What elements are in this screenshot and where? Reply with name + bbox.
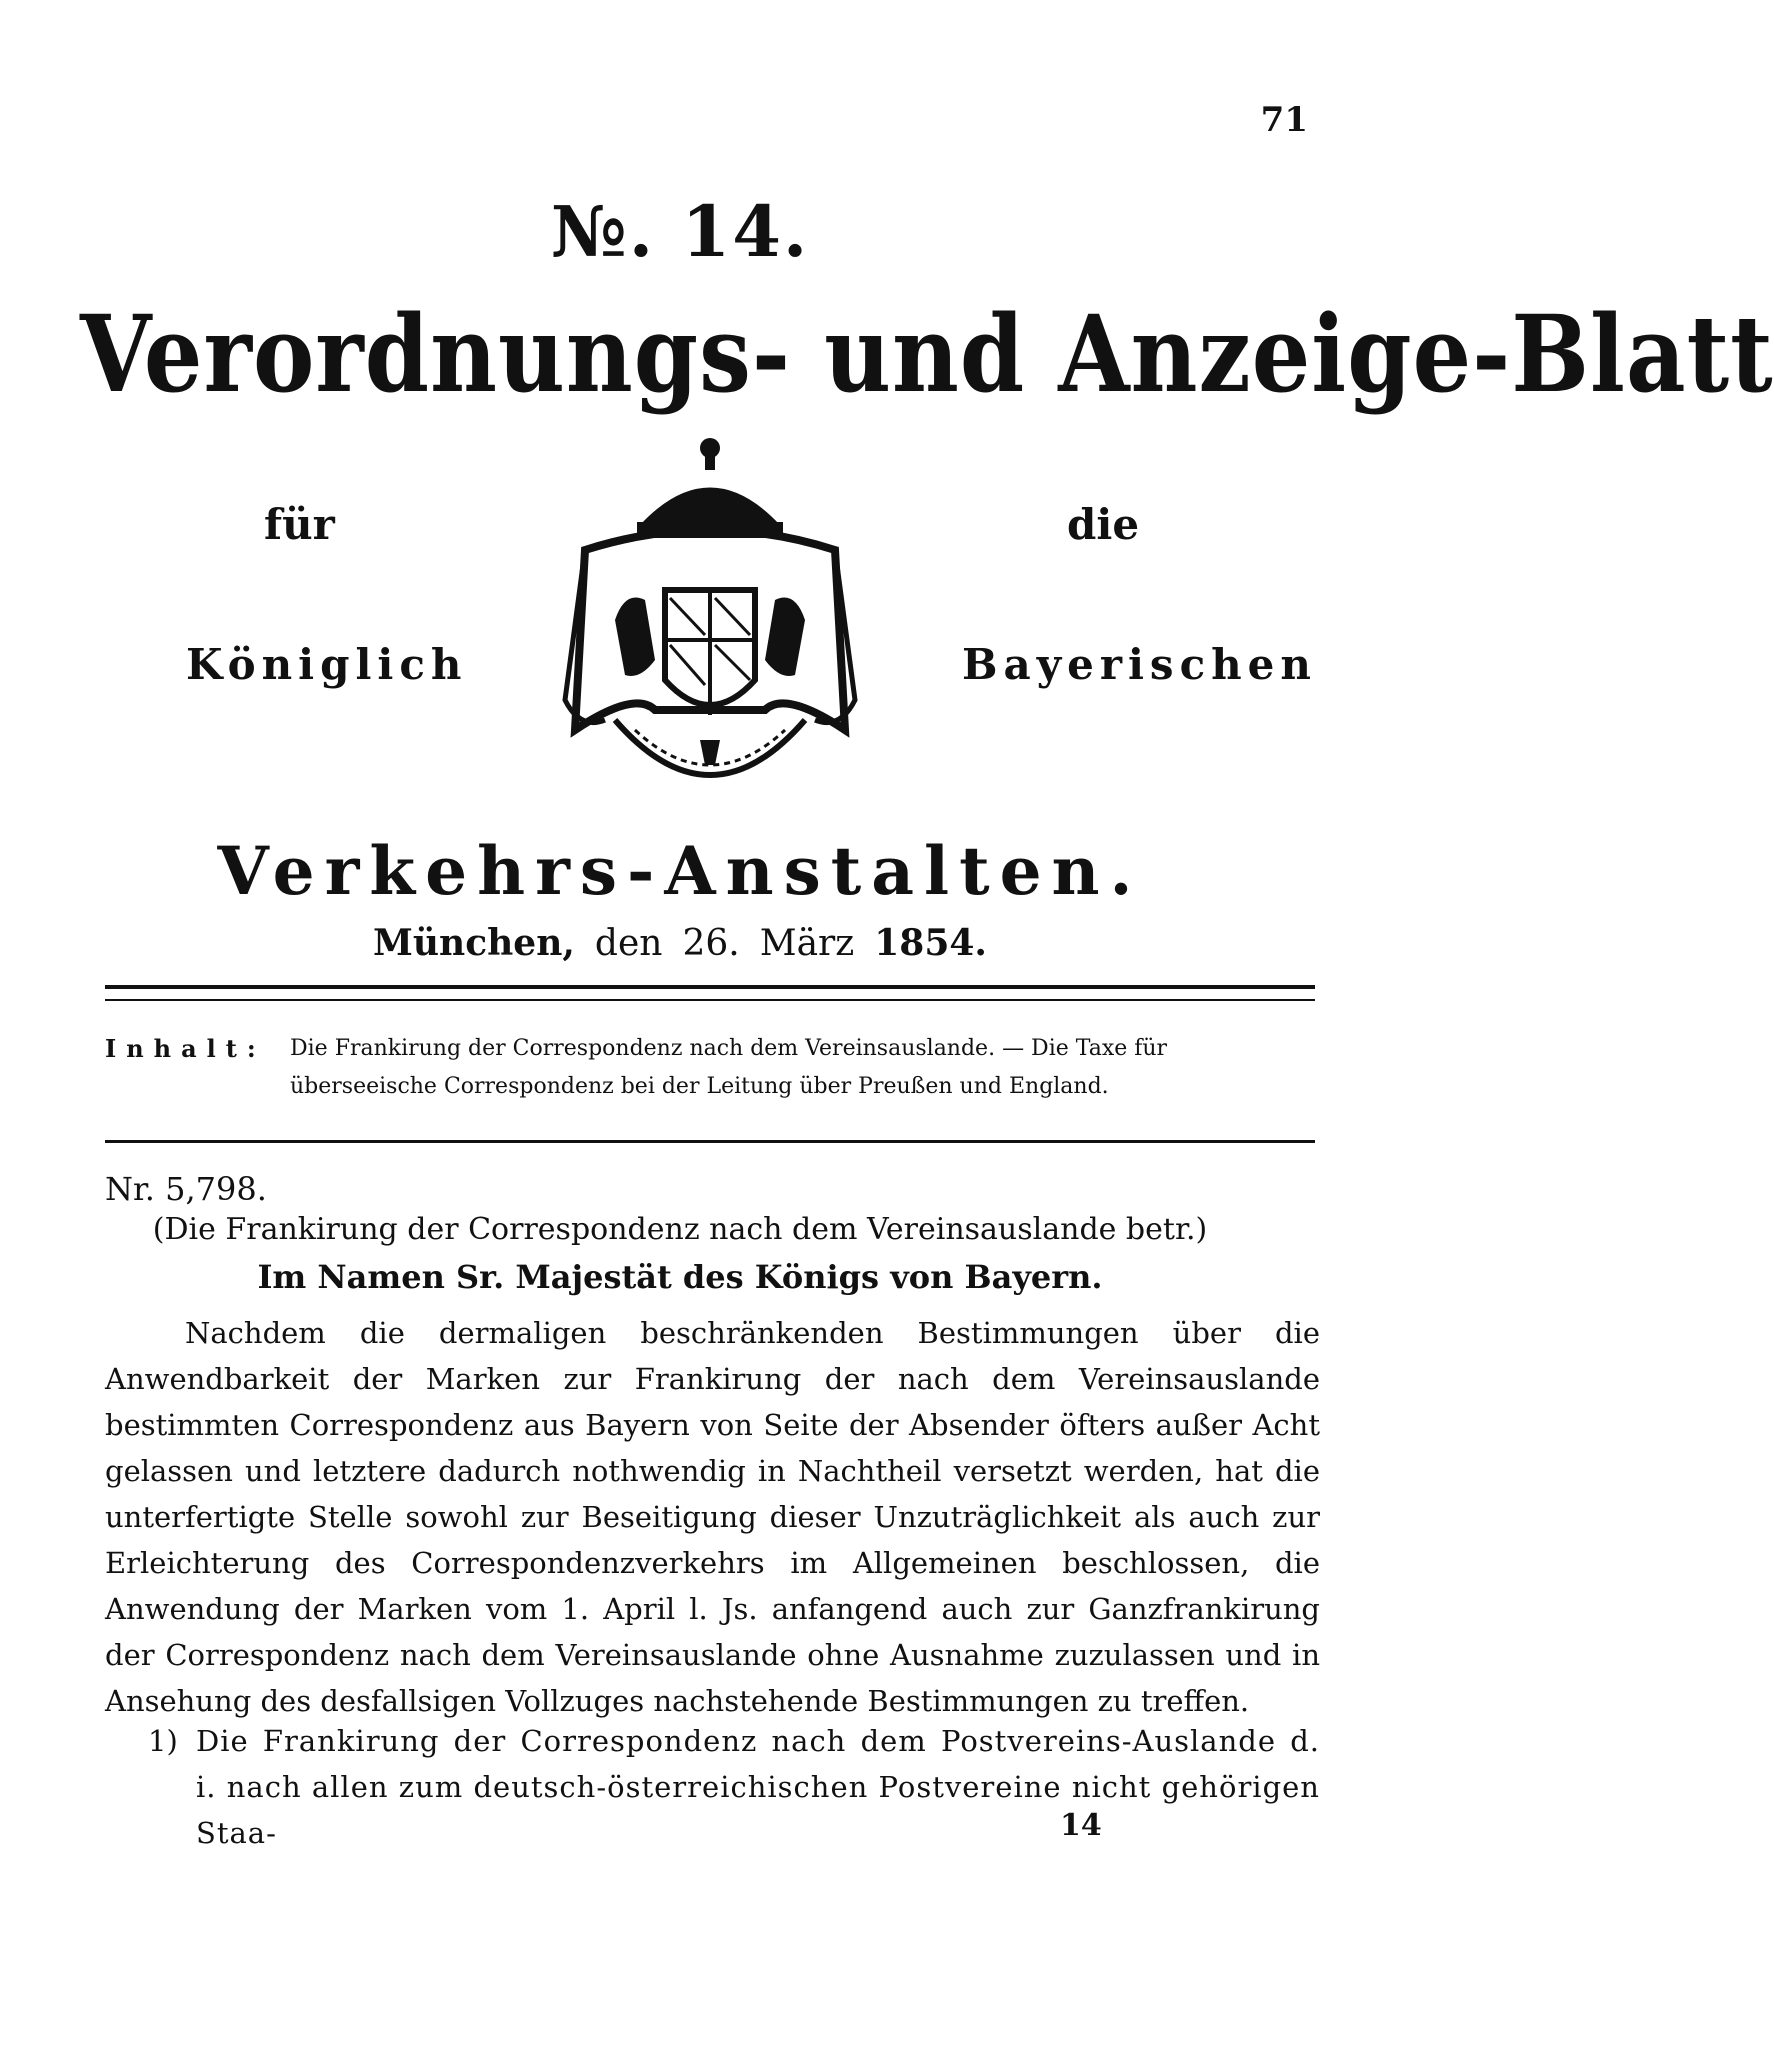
ordinance-body (105, 1310, 1320, 1724)
dateline-den: den (594, 923, 663, 964)
coat-of-arms-icon (545, 430, 875, 830)
table-of-contents (105, 1030, 1320, 1106)
issue-number: №. 14. (550, 190, 810, 273)
list-item-number: 1) (148, 1724, 178, 1758)
header-rule (105, 985, 1315, 1001)
ordinance-invocation: Im Namen Sr. Majestät des Königs von Bayern. (257, 1258, 1103, 1296)
masthead-left-top: für (264, 500, 335, 549)
contents-text: Die Frankirung der Correspondenz nach dem Vereinsauslande. — Die Taxe für überseeische Correspondenz bei der Leitung über Preußen und England. (290, 1036, 1168, 1099)
dateline (0, 922, 1360, 964)
dateline-year: 1854. (874, 922, 987, 964)
masthead-right-top: die (1067, 500, 1140, 549)
masthead-title: Verordnungs- und Anzeige-Blatt (80, 291, 1774, 417)
dateline-city: München, (373, 922, 575, 964)
signature-mark: 14 (1060, 1808, 1102, 1843)
dateline-day: 26. (682, 923, 740, 964)
contents-rule (105, 1140, 1315, 1143)
masthead-right-mid: Bayerischen (962, 640, 1317, 689)
masthead-subtitle: Verkehrs-Anstalten. (217, 832, 1143, 910)
page-number: 71 (1260, 100, 1308, 140)
ordinance-number: Nr. 5,798. (105, 1170, 267, 1208)
body-paragraph: Nachdem die dermaligen beschränkenden Bestimmungen über die Anwendbarkeit der Marken zur Frankirung der nach dem Vereinsauslande bestimmten Correspondenz aus Bayern von Seite der Absender öfters außer Acht gelassen und letztere dadurch nothwendig in Nachtheil versetzt werden, hat die unterfertigte Stelle sowohl zur Beseitigung dieser Unzuträglichkeit als auch zur Erleichterung des Correspondenzverkehrs im Allgemeinen beschlossen, die Anwendung der Marken vom 1. April l. Js. anfangend auch zur Ganzfrankirung der Correspondenz nach dem Vereinsauslande ohne Ausnahme zuzulassen und in Ansehung des desfallsigen Vollzuges nachstehende Bestimmungen zu treffen. (105, 1316, 1320, 1718)
ordinance-subject: (Die Frankirung der Correspondenz nach dem Vereinsauslande betr.) (152, 1212, 1208, 1247)
list-item (148, 1718, 1320, 1856)
dateline-month: März (759, 923, 855, 964)
list-item-text: Die Frankirung der Correspondenz nach dem Postvereins-Auslande d. i. nach allen zum deutsch-österreichischen Postvereine nicht gehörigen Staa- (196, 1724, 1320, 1850)
contents-label: Inhalt: (105, 1034, 266, 1063)
masthead-left-mid: Königlich (186, 640, 468, 689)
